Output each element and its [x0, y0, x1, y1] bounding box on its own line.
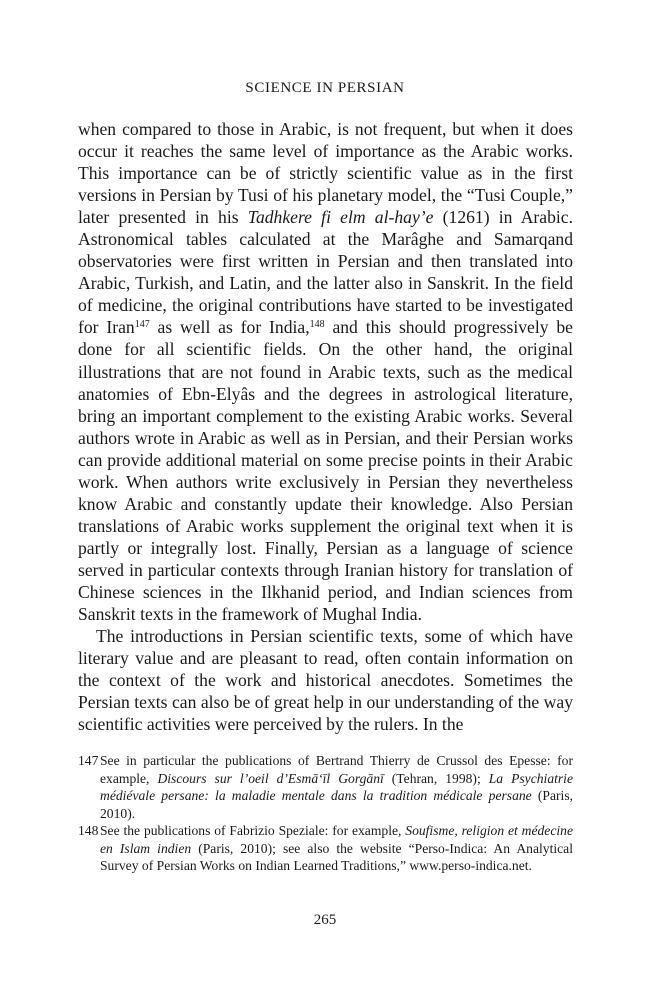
- footnote-text: See in particular the publications of Bertrand Thierry de Crussol des Epesse: for example,: [100, 753, 573, 786]
- book-title-tadhkere: Tadhkere fi elm al-hay’e: [247, 207, 434, 228]
- footnote-number: 148: [78, 823, 99, 838]
- footnote-title: Discours sur l’oeil d’Esmā‘īl Gorgānī: [157, 770, 384, 786]
- footnote-title: La Psychiatrie médiévale persane: la maladie mentale dans la tradition médicale persane: [100, 770, 573, 803]
- page-number: 265: [313, 912, 337, 928]
- footnote-148: [78, 822, 573, 875]
- footnotes: [78, 752, 573, 875]
- paragraph-1: [78, 118, 573, 625]
- paragraph-1-text: as well as for India,: [149, 317, 310, 338]
- body-text: [78, 118, 573, 735]
- footnote-ref-148: 148: [309, 319, 325, 331]
- footnote-number: 147: [78, 753, 99, 768]
- footnote-text: (Tehran, 1998);: [383, 770, 489, 786]
- footnote-text: (Paris, 2010); see also the website “Perso-Indica: An Analytical Survey of Persian Works on Indian Learned Traditions,” www.perso-indica.net.: [100, 840, 573, 873]
- running-head: SCIENCE IN PERSIAN: [245, 80, 405, 96]
- footnote-147: [78, 752, 573, 822]
- paragraph-1-text: when compared to those in Arabic, is not frequent, but when it does occur it reaches the same level of importance as the Arabic works. This importance can be of strictly scientific value as in the first versions in Persian by Tusi of his planetary model, the “Tusi Couple,” later presented in his: [78, 119, 573, 228]
- footnote-text: (Paris, 2010).: [100, 788, 574, 821]
- footnote-title: Soufisme, religion et médecine en Islam indien: [100, 823, 573, 856]
- footnote-text: See the publications of Fabrizio Speziale: for example,: [100, 823, 406, 838]
- footnote-ref-147: 147: [134, 319, 150, 331]
- paragraph-1-text: and this should progressively be done for all scientific fields. On the other hand, the original illustrations that are not found in Arabic texts, such as the medical anatomies of Ebn-Elyâs and the degrees in astrological literature, bring an important complement to the existing Arabic works. Several authors wrote in Arabic as well as in Persian, and their Persian works can provide additional material on some precise points in their Arabic work. When authors write exclusively in Persian they nevertheless know Arabic and constantly update their knowledge. Also Persian translations of Arabic works supplement the original text when it is partly or integrally lost. Finally, Persian as a language of science served in particular contexts through Iranian history for translation of Chinese sciences in the Ilkhanid period, and Indian sciences from Sanskrit texts in the framework of Mughal India.: [78, 317, 573, 625]
- paragraph-2: The introductions in Persian scientific texts, some of which have literary value and are pleasant to read, often contain information on the context of the work and historical anecdotes. Sometimes the Persian texts can also be of great help in our understanding of the way scientific activities were perceived by the rulers. In the: [78, 626, 573, 735]
- paragraph-1-text: (1261) in Arabic. Astronomical tables calculated at the Marâghe and Samarqand observatories were first written in Persian and then translated into Arabic, Turkish, and Latin, and the latter also in Sanskrit. In the field of medicine, the original contributions have started to be investigated for Iran: [78, 207, 573, 338]
